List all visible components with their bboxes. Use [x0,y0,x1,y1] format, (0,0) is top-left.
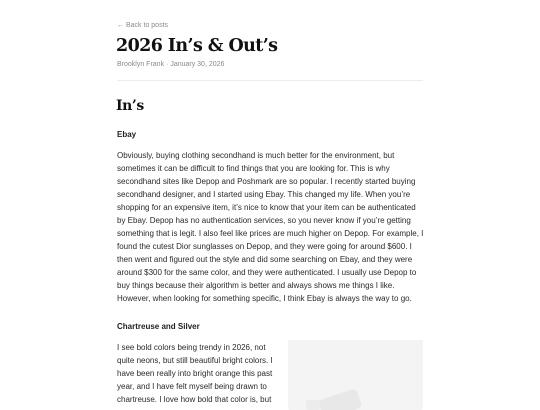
image-shape [318,388,362,410]
back-to-posts-link[interactable] [117,22,168,29]
subheading-ebay: Ebay [117,130,137,139]
meta-separator: · [166,61,171,68]
post-meta [117,61,224,68]
subheading-chartreuse-silver: Chartreuse and Silver [117,322,200,331]
post-date: January 30, 2026 [170,61,225,68]
arrow-left-icon: ← [117,22,124,29]
paragraph-chartreuse-silver: I see bold colors being trendy in 2026, not quite neons, but still beautiful bright colors. I have been really into bright orange this past year, and I have felt myself being drawn to chartreuse. I love how bold that color is, but [117,343,273,404]
article-image [288,340,423,410]
post-author: Brooklyn Frank [117,61,165,68]
paragraph-ebay: Obviously, buying clothing secondhand is much better for the environment, but sometimes it can be difficult to find things that you are looking for. This is why secondhand sites like Depop and Poshmark are so popular. I recently started buying secondhand designer, and I started using Ebay. This changed my life. When you’re shopping for an expensive item, it’s nice to know that your item can be authenticated by Ebay. Depop has no authentication services, so you never know if you’re getting something that is legit. I also feel like prices are much higher on Depop. For example, I found the cutest Dior sunglasses on Depop, and they were going for around $600. I then went and figured out the style and did some searching on Ebay, and they were around $300 for the same color, and they were authenticated. I usually use Depop to buy things because their algorithm is better and always shows me things I like. However, when looking for something specific, I think Ebay is always the way to go. [117,151,424,303]
post-title: 2026 In’s & Out’s [116,36,278,56]
section-title-ins: In’s [116,98,144,114]
back-link-label: Back to posts [126,22,169,29]
header-divider [117,80,423,81]
